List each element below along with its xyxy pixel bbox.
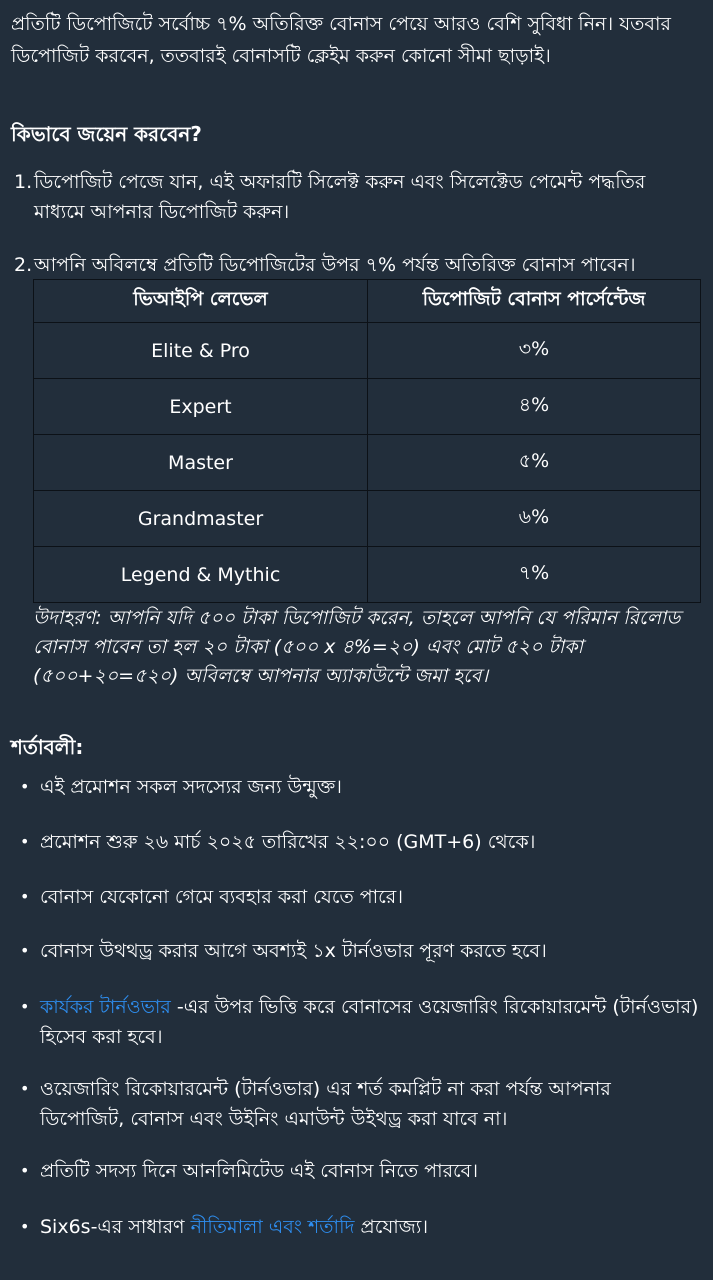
terms-heading: শর্তাবলী: bbox=[11, 735, 84, 759]
terms-item-text: প্রতিটি সদস্য দিনে আনলিমিটেড এই বোনাস নিতে পারবে। bbox=[40, 1160, 479, 1182]
terms-item bbox=[20, 1156, 713, 1186]
terms-item bbox=[20, 827, 713, 857]
terms-item-text: এই প্রমোশন সকল সদস্যের জন্য উন্মুক্ত। bbox=[40, 776, 342, 798]
terms-item-text: -এর উপর ভিত্তি করে বোনাসের ওয়েজারিং রিকোয়ারমেন্ট (টার্নওভার) হিসেব করা হবে। bbox=[40, 996, 699, 1048]
steps-list-2 bbox=[14, 250, 694, 280]
step-number: 1. bbox=[14, 171, 33, 193]
bonus-percentage-cell: ৪% bbox=[368, 379, 701, 435]
step-number: 2. bbox=[14, 254, 33, 276]
terms-item-text: বোনাস যেকোনো গেমে ব্যবহার করা যেতে পারে। bbox=[40, 886, 404, 908]
effective-turnover-link[interactable]: কার্যকর টার্নওভার bbox=[40, 996, 171, 1018]
terms-item bbox=[20, 936, 713, 966]
terms-item bbox=[20, 992, 700, 1052]
bonus-percentage-cell: ৭% bbox=[368, 547, 701, 603]
how-to-join-heading: কিভাবে জয়েন করবেন? bbox=[11, 122, 202, 146]
vip-level-cell: Master bbox=[34, 435, 368, 491]
intro-text: প্রতিটি ডিপোজিটে সর্বোচ্চ ৭% অতিরিক্ত বোনাস পেয়ে আরও বেশি সুবিধা নিন। যতবার ডিপোজিট করবেন, ততবারই বোনাসটি ক্লেইম করুন কোনো সীমা ছাড়াই। bbox=[11, 13, 671, 67]
step-item bbox=[14, 250, 694, 280]
table-row bbox=[34, 435, 701, 491]
bullet-icon: • bbox=[20, 997, 30, 1016]
bonus-percentage-cell: ৬% bbox=[368, 491, 701, 547]
bullet-icon: • bbox=[20, 1079, 30, 1098]
terms-item-text: ওয়েজারিং রিকোয়ারমেন্ট (টার্নওভার) এর শর্ত কমপ্লিট না করা পর্যন্ত আপনার ডিপোজিট, বোনাস এবং উইনিং এমাউন্ট উইথড্র করা যাবে না। bbox=[40, 1078, 611, 1130]
terms-and-conditions-link[interactable]: নীতিমালা এবং শর্তাদি bbox=[190, 1216, 355, 1238]
example-text: উদাহরণ: আপনি যদি ৫০০ টাকা ডিপোজিট করেন, তাহলে আপনি যে পরিমান রিলোড বোনাস পাবেন তা হল ২০ টাকা (৫০০ x ৪%=২০) এবং মোট ৫২০ টাকা (৫০০+২০=৫২০) অবিলম্বে আপনার অ্যাকাউন্টে জমা হবে। bbox=[33, 607, 681, 687]
terms-item bbox=[20, 882, 713, 912]
column-header-bonus-percentage: ডিপোজিট বোনাস পার্সেন্টেজ bbox=[368, 280, 701, 323]
table-row bbox=[34, 379, 701, 435]
table-row bbox=[34, 323, 701, 379]
vip-level-cell: Grandmaster bbox=[34, 491, 368, 547]
step-item bbox=[14, 167, 694, 227]
vip-bonus-table bbox=[33, 279, 701, 603]
vip-level-cell: Legend & Mythic bbox=[34, 547, 368, 603]
step-text: ডিপোজিট পেজে যান, এই অফারটি সিলেক্ট করুন এবং সিলেক্টেড পেমেন্ট পদ্ধতির মাধ্যমে আপনার ডিপোজিট করুন। bbox=[34, 171, 646, 223]
terms-item-text: বোনাস উথথড্র করার আগে অবশ্যই ১x টার্নওভার পূরণ করতে হবে। bbox=[40, 940, 547, 962]
bonus-percentage-cell: ৩% bbox=[368, 323, 701, 379]
step-text: আপনি অবিলম্বে প্রতিটি ডিপোজিটের উপর ৭% পর্যন্ত অতিরিক্ত বোনাস পাবেন। bbox=[34, 254, 636, 276]
bullet-icon: • bbox=[20, 941, 30, 960]
column-header-vip-level: ভিআইপি লেভেল bbox=[34, 280, 368, 323]
bullet-icon: • bbox=[20, 1217, 30, 1236]
terms-item bbox=[20, 772, 713, 802]
vip-level-cell: Expert bbox=[34, 379, 368, 435]
vip-level-cell: Elite & Pro bbox=[34, 323, 368, 379]
terms-item-text: Six6s-এর সাধারণ bbox=[40, 1216, 191, 1238]
terms-item bbox=[20, 1074, 690, 1134]
terms-item-text: প্রমোশন শুরু ২৬ মার্চ ২০২৫ তারিখের ২২:০০ (GMT+6) থেকে। bbox=[40, 831, 536, 853]
bullet-icon: • bbox=[20, 1161, 30, 1180]
terms-item-text-after: প্রযোজ্য। bbox=[354, 1216, 429, 1238]
bonus-percentage-cell: ৫% bbox=[368, 435, 701, 491]
steps-list bbox=[14, 167, 694, 227]
table-row bbox=[34, 547, 701, 603]
bullet-icon: • bbox=[20, 832, 30, 851]
table-row bbox=[34, 491, 701, 547]
table-header-row bbox=[34, 280, 701, 323]
bullet-icon: • bbox=[20, 887, 30, 906]
terms-item bbox=[20, 1212, 713, 1242]
bullet-icon: • bbox=[20, 777, 30, 796]
